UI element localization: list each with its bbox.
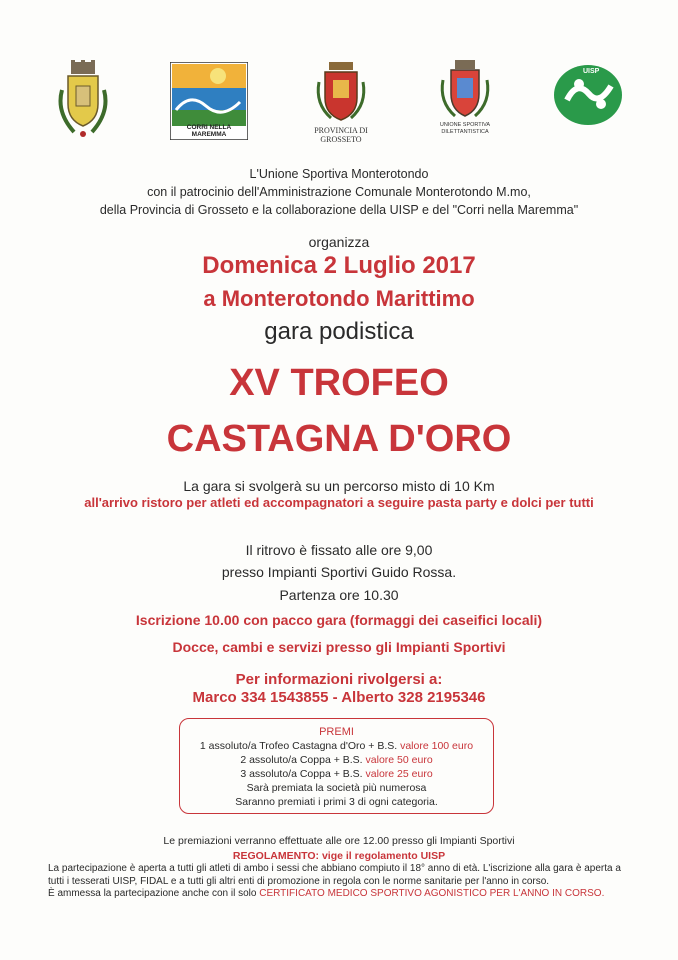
intro-line-1: L'Unione Sportiva Monterotondo — [249, 167, 429, 181]
premio-3-value: valore 25 euro — [365, 768, 433, 780]
event-type: gara podistica — [264, 318, 414, 345]
info-heading: Per informazioni rivolgersi a: — [235, 671, 443, 688]
premi-heading: PREMI — [319, 726, 354, 738]
intro-line-2: con il patrocinio dell'Amministrazione Comunale Monterotondo M.mo, — [147, 185, 531, 199]
iscrizione-text: Iscrizione 10.00 con pacco gara (formaggi dei caseifici locali) — [135, 612, 543, 628]
premio-3 — [180, 767, 493, 781]
ritrovo-text-1: Il ritrovo è fissato alle ore 9,00 — [245, 542, 433, 558]
contatti-text: Marco 334 1543855 - Alberto 328 2195346 — [192, 689, 486, 706]
corri-nella-maremma-logo — [170, 62, 248, 140]
uisp-logo — [553, 64, 623, 126]
premio-2-value: valore 50 euro — [365, 754, 433, 766]
premio-societa: Sarà premiata la società più numerosa — [246, 782, 427, 794]
premiazioni-text: Le premiazioni verranno effettuate alle ore 12.00 presso gli Impianti Sportivi — [163, 835, 515, 847]
premio-categorie: Saranno premiati i primi 3 di ogni categoria. — [235, 796, 438, 808]
ritrovo-text-2: presso Impianti Sportivi Guido Rossa. — [221, 564, 457, 580]
premio-1 — [180, 739, 493, 753]
logo-row — [0, 58, 678, 150]
partecipazione-block — [48, 863, 633, 901]
event-title-line-1: XV TROFEO — [229, 362, 449, 404]
regolamento-text: REGOLAMENTO: vige il regolamento UISP — [232, 850, 446, 862]
percorso-text: La gara si svolgerà su un percorso misto di 10 Km — [183, 478, 495, 494]
event-place: a Monterotondo Marittimo — [203, 286, 475, 311]
event-title-line-2: CASTAGNA D'ORO — [166, 418, 512, 460]
organizza-text: organizza — [308, 234, 370, 250]
certificato-text: CERTIFICATO MEDICO SPORTIVO AGONISTICO PER L'ANNO IN CORSO. — [259, 888, 605, 899]
intro-line-3: della Provincia di Grosseto e la collaborazione della UISP e del "Corri nella Maremma" — [99, 203, 579, 217]
comune-crest-logo — [52, 60, 114, 142]
premio-1-text: 1 assoluto/a Trofeo Castagna d'Oro + B.S. — [199, 740, 398, 752]
corri-logo-text: CORRI NELLA MAREMMA — [186, 124, 232, 138]
provincia-logo-text: PROVINCIA DI GROSSETO — [314, 126, 368, 144]
premio-1-value: valore 100 euro — [400, 740, 474, 752]
uisp-logo-text: UISP — [583, 68, 600, 75]
unione-logo-text: UNIONE SPORTIVA DILETTANTISTICA — [439, 122, 491, 135]
premio-2 — [180, 753, 493, 767]
ristoro-text: all'arrivo ristoro per atleti ed accompagnatori a seguire pasta party e dolci per tutti — [84, 495, 594, 510]
event-date: Domenica 2 Luglio 2017 — [202, 252, 476, 279]
premi-box — [179, 718, 494, 814]
docce-text: Docce, cambi e servizi presso gli Impianti Sportivi — [172, 639, 506, 655]
partenza-text: Partenza ore 10.30 — [279, 587, 399, 603]
unione-sportiva-logo — [434, 58, 496, 135]
ammessa-text: È ammessa la partecipazione anche con il solo — [48, 888, 260, 899]
provincia-grosseto-logo — [310, 58, 372, 144]
premio-3-text: 3 assoluto/a Coppa + B.S. — [240, 768, 363, 780]
premio-2-text: 2 assoluto/a Coppa + B.S. — [240, 754, 363, 766]
partecipazione-text: La partecipazione è aperta a tutti gli atleti di ambo i sessi che abbiano compiuto il 18° anno di età. L'iscrizione alla gara è aperta a tutti i tesserati UISP, FIDAL e a tutti gli altri enti di promozione in regola con le norme sanitarie per l'anno in corso. — [48, 863, 621, 887]
certificato-line — [48, 888, 633, 901]
intro-block — [0, 165, 678, 219]
